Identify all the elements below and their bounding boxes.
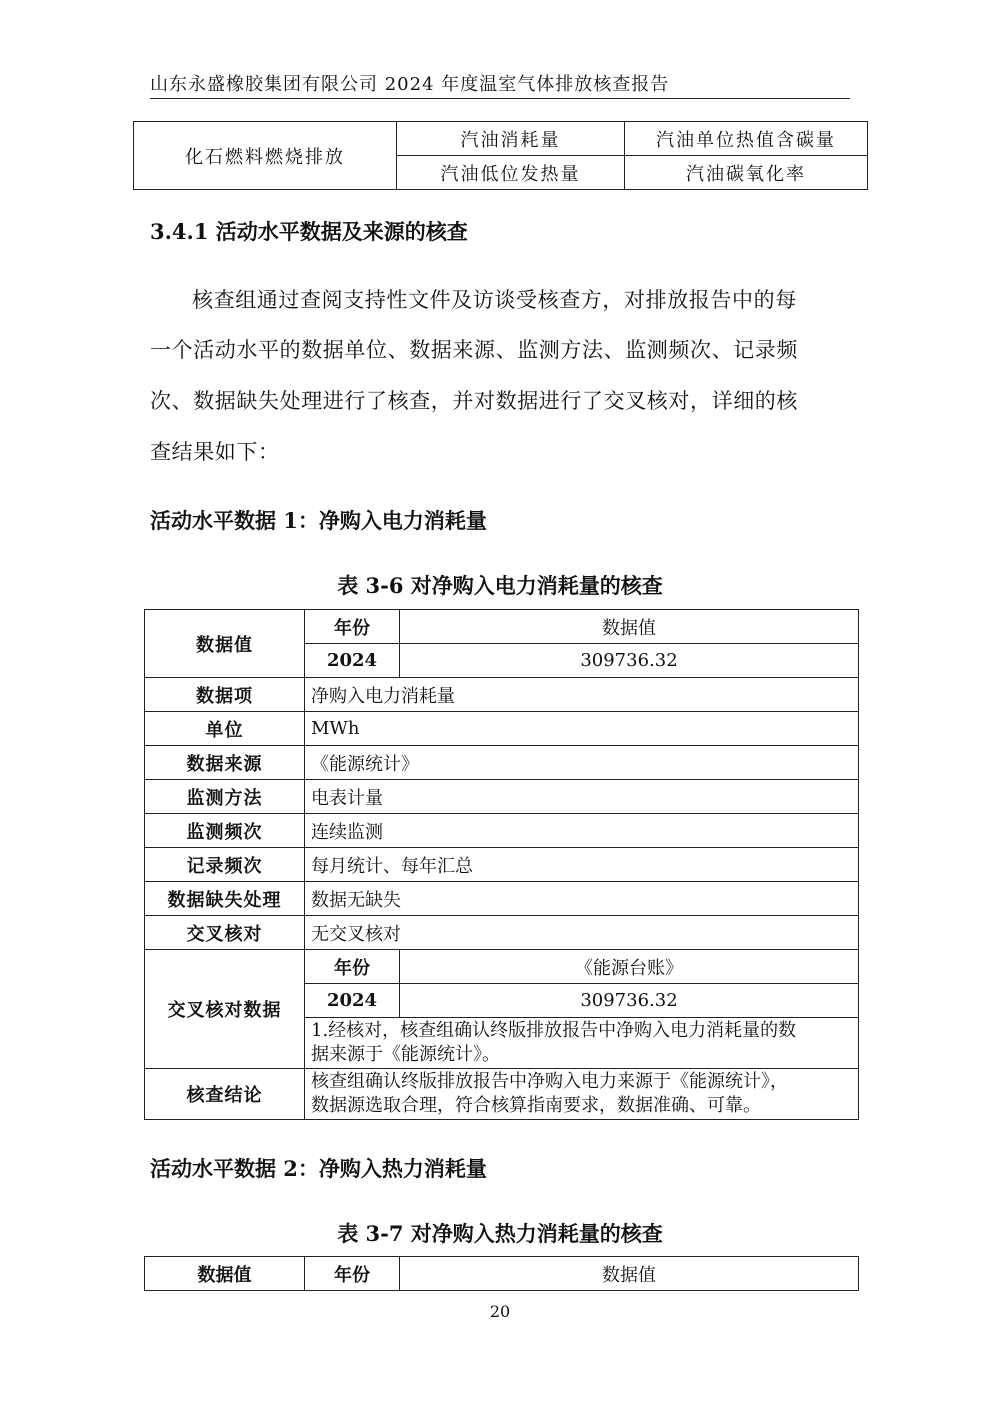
table-cell: 汽油碳氧化率 [625,156,868,190]
table-caption: 表 3-7 对净购入热力消耗量的核查 [337,1221,663,1246]
source-header: 《能源台账》 [400,950,859,984]
paragraph-line: 核查组通过查阅支持性文件及访谈受核查方，对排放报告中的每 [192,288,797,312]
year-cell: 2024 [305,644,400,678]
cross-check-label: 交叉核对数据 [145,950,305,1069]
table-caption: 表 3-6 对净购入电力消耗量的核查 [337,573,663,598]
row-label: 单位 [145,712,305,746]
year-header: 年份 [305,1257,400,1291]
value-header: 数据值 [400,1257,859,1291]
note-line: 据来源于《能源统计》。 [311,1044,500,1065]
row-value: 数据无缺失 [305,882,859,916]
data-value-label: 数据值 [145,1257,305,1291]
row-value: 《能源统计》 [305,746,859,780]
year-header: 年份 [305,950,400,984]
heat-check-table [144,1256,859,1291]
year-cell: 2024 [305,984,400,1018]
row-label: 记录频次 [145,848,305,882]
paragraph-line: 次、数据缺失处理进行了核查，并对数据进行了交叉核对，详细的核 [150,389,798,413]
year-header: 年份 [305,610,400,644]
data-value-label: 数据值 [145,610,305,678]
table-cell: 汽油单位热值含碳量 [625,122,868,156]
value-cell: 309736.32 [400,984,859,1018]
row-value: 电表计量 [305,780,859,814]
header-rule [150,98,850,99]
page-header: 山东永盛橡胶集团有限公司 2024 年度温室气体排放核查报告 [150,74,670,95]
cross-check-note [305,1018,859,1069]
fuel-combustion-label: 化石燃料燃烧排放 [134,122,397,190]
row-label: 监测方法 [145,780,305,814]
value-header: 数据值 [400,610,859,644]
row-label: 数据项 [145,678,305,712]
row-value: 无交叉核对 [305,916,859,950]
conclusion-text [305,1069,859,1120]
activity1-heading: 活动水平数据 1：净购入电力消耗量 [150,508,487,533]
table-cell: 汽油消耗量 [397,122,625,156]
row-value: MWh [305,712,859,746]
row-label: 数据来源 [145,746,305,780]
row-value: 净购入电力消耗量 [305,678,859,712]
conclusion-line: 核查组确认终版排放报告中净购入电力来源于《能源统计》， [311,1071,788,1092]
activity2-heading: 活动水平数据 2：净购入热力消耗量 [150,1156,487,1181]
note-line: 1.经核对，核查组确认终版排放报告中净购入电力消耗量的数 [311,1020,797,1041]
row-value: 每月统计、每年汇总 [305,848,859,882]
electricity-check-table [144,609,859,1120]
row-label: 监测频次 [145,814,305,848]
value-cell: 309736.32 [400,644,859,678]
table-cell: 汽油低位发热量 [397,156,625,190]
fuel-combustion-table [133,121,868,190]
conclusion-label: 核查结论 [145,1069,305,1120]
row-label: 交叉核对 [145,916,305,950]
section-heading: 3.4.1 活动水平数据及来源的核查 [150,219,468,244]
row-value: 连续监测 [305,814,859,848]
row-label: 数据缺失处理 [145,882,305,916]
paragraph-line: 查结果如下： [150,440,280,464]
page-number: 20 [489,1302,511,1321]
conclusion-line: 数据源选取合理，符合核算指南要求，数据准确、可靠。 [311,1095,761,1116]
paragraph-line: 一个活动水平的数据单位、数据来源、监测方法、监测频次、记录频 [150,338,798,362]
